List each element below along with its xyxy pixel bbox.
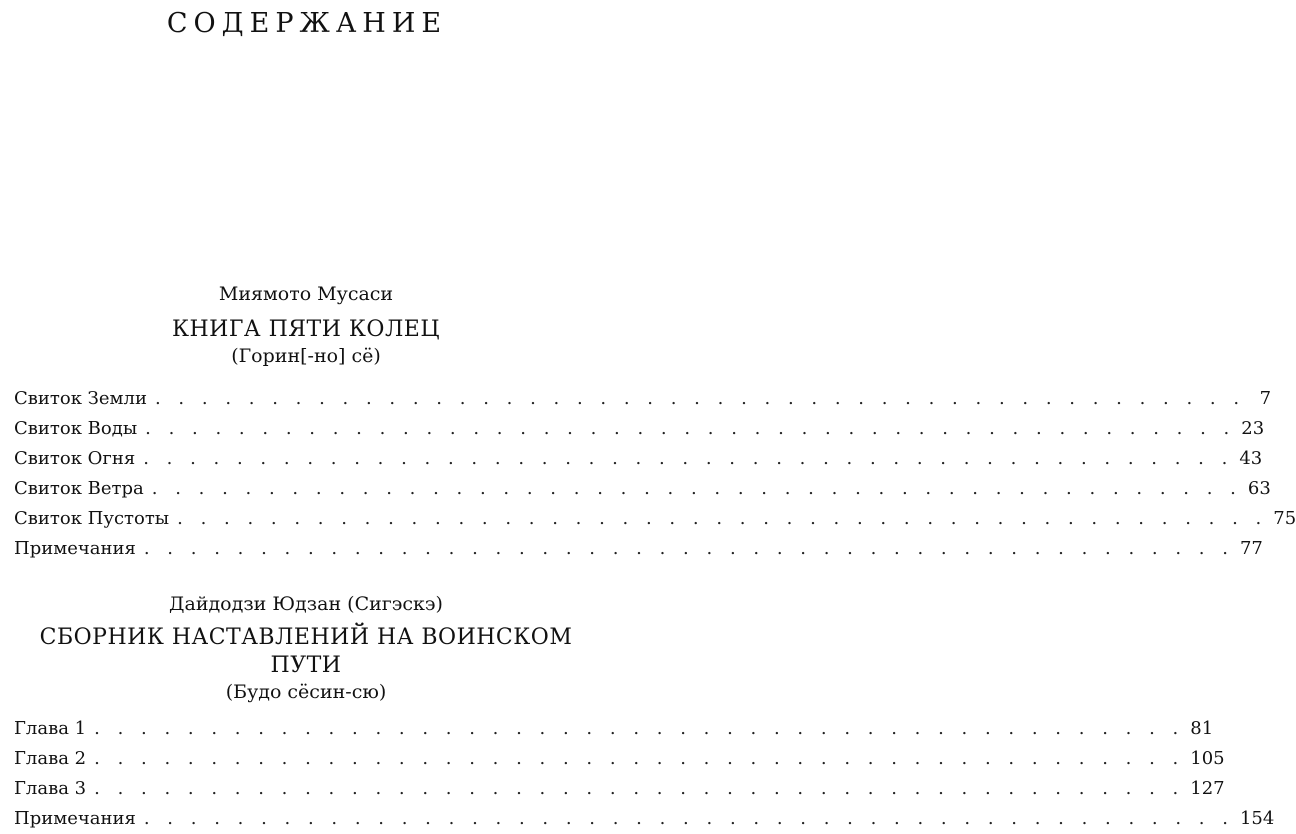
dot-leader: . . . . . . . . . . . . . . . . . . . . . . . . . . . . . . . . . . . . . . . . . . . . . . . bbox=[177, 508, 1268, 529]
toc-entry-page: 77 bbox=[1239, 538, 1263, 559]
page-title: СОДЕРЖАНИЕ bbox=[166, 8, 448, 39]
toc-entry-page: 154 bbox=[1239, 808, 1275, 829]
book-title: СБОРНИК НАСТАВЛЕНИЙ НА ВОИНСКОМ ПУТИ bbox=[39, 625, 573, 678]
toc-entry-label: Глава 1 bbox=[14, 718, 87, 739]
toc-entry-page: 127 bbox=[1190, 778, 1225, 799]
toc-entry[interactable] bbox=[14, 384, 1272, 414]
book-author: Дайдодзи Юдзан (Сигэскэ) bbox=[169, 593, 443, 615]
toc-entry-label: Глава 2 bbox=[14, 748, 87, 769]
toc-entry-label: Примечания bbox=[14, 538, 136, 559]
book-subtitle: (Будо сёсин-сю) bbox=[225, 681, 387, 703]
book-author: Миямото Мусаси bbox=[218, 283, 394, 305]
book-section-1 bbox=[14, 282, 1296, 564]
toc-entry-label: Примечания bbox=[14, 808, 136, 829]
toc-entry-label: Глава 3 bbox=[14, 778, 87, 799]
toc-entry-page: 81 bbox=[1190, 718, 1214, 739]
toc-entry[interactable] bbox=[14, 714, 1214, 744]
toc-entry-page: 63 bbox=[1247, 478, 1271, 499]
dot-leader: . . . . . . . . . . . . . . . . . . . . . . . . . . . . . . . . . . . . . . . . . . . . . . . bbox=[143, 808, 1234, 829]
toc-entry[interactable] bbox=[14, 804, 1275, 834]
toc-list bbox=[14, 714, 1275, 834]
toc-entry-page: 105 bbox=[1190, 748, 1225, 769]
book-section-2 bbox=[14, 592, 1275, 834]
toc-entry[interactable] bbox=[14, 534, 1263, 564]
toc-entry-label: Свиток Огня bbox=[14, 448, 136, 469]
toc-entry-label: Свиток Воды bbox=[14, 418, 138, 439]
toc-entry-label: Свиток Ветра bbox=[14, 478, 144, 499]
book-title: КНИГА ПЯТИ КОЛЕЦ bbox=[171, 317, 441, 342]
toc-entry-page: 43 bbox=[1239, 448, 1263, 469]
toc-entry-label: Свиток Земли bbox=[14, 388, 147, 409]
toc-entry-page: 7 bbox=[1259, 388, 1272, 409]
toc-entry-page: 75 bbox=[1273, 508, 1296, 529]
toc-entry[interactable] bbox=[14, 774, 1225, 804]
book-subtitle: (Горин[-но] сё) bbox=[231, 345, 381, 367]
toc-entry-page: 23 bbox=[1241, 418, 1265, 439]
dot-leader: . . . . . . . . . . . . . . . . . . . . . . . . . . . . . . . . . . . . . . . . . . . . . . . bbox=[143, 538, 1234, 559]
toc-entry-label: Свиток Пустоты bbox=[14, 508, 170, 529]
toc-entry[interactable] bbox=[14, 474, 1271, 504]
dot-leader: . . . . . . . . . . . . . . . . . . . . . . . . . . . . . . . . . . . . . . . . . . . . . . . bbox=[94, 748, 1185, 769]
toc-entry[interactable] bbox=[14, 444, 1263, 474]
dot-leader: . . . . . . . . . . . . . . . . . . . . . . . . . . . . . . . . . . . . . . . . . . . . . . . bbox=[145, 418, 1236, 439]
toc-entry[interactable] bbox=[14, 504, 1296, 534]
toc-entry[interactable] bbox=[14, 414, 1265, 444]
dot-leader: . . . . . . . . . . . . . . . . . . . . . . . . . . . . . . . . . . . . . . . . . . . . . . . bbox=[94, 718, 1185, 739]
dot-leader: . . . . . . . . . . . . . . . . . . . . . . . . . . . . . . . . . . . . . . . . . . . . . . . bbox=[143, 448, 1234, 469]
toc-list bbox=[14, 384, 1296, 564]
dot-leader: . . . . . . . . . . . . . . . . . . . . . . . . . . . . . . . . . . . . . . . . . . . . . . . bbox=[94, 778, 1185, 799]
dot-leader: . . . . . . . . . . . . . . . . . . . . . . . . . . . . . . . . . . . . . . . . . . . . . . . bbox=[151, 478, 1242, 499]
toc-entry[interactable] bbox=[14, 744, 1225, 774]
dot-leader: . . . . . . . . . . . . . . . . . . . . . . . . . . . . . . . . . . . . . . . . . . . . . . . bbox=[154, 388, 1246, 409]
